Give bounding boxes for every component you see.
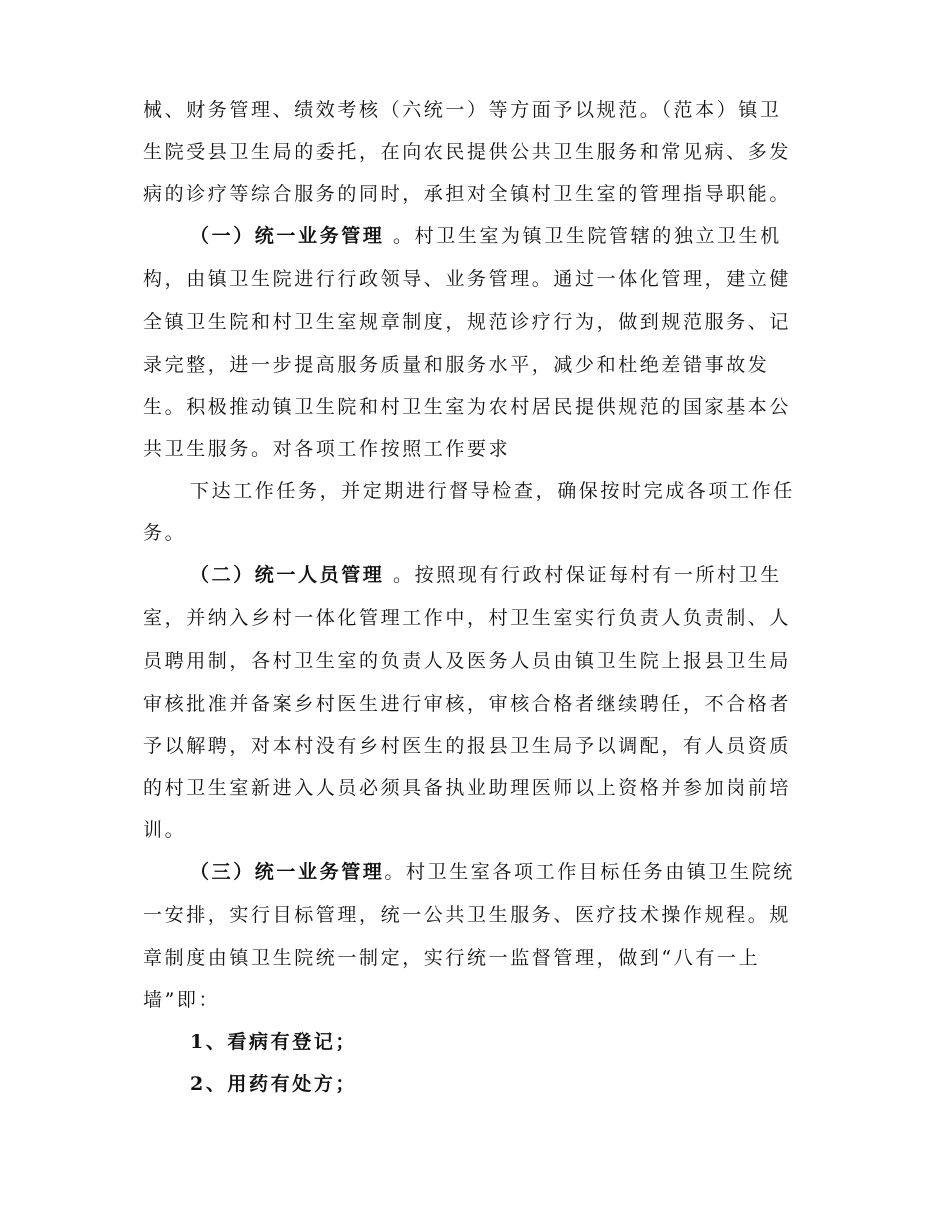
section-heading: （二）统一人员管理 (190, 564, 385, 586)
section-heading-line: （一）统一业务管理 。村卫生室为镇卫生院管辖的独立卫生机 (190, 225, 782, 247)
paragraph-line: 的村卫生室新进入人员必须具备执业助理医师以上资格并参加岗前培 (143, 777, 792, 799)
paragraph-line: 予以解聘，对本村没有乡村医生的报县卫生局予以调配，有人员资质 (143, 735, 792, 757)
paragraph-line: 构，由镇卫生院进行行政领导、业务管理。通过一体化管理，建立健 (143, 268, 792, 290)
paragraph-line: 章制度由镇卫生院统一制定，实行统一监督管理，做到“八有一上 (143, 947, 761, 969)
paragraph-line: 录完整，进一步提高服务质量和服务水平，减少和杜绝差错事故发 (143, 354, 770, 376)
section-heading: （三）统一业务管理 (190, 861, 385, 883)
paragraph-line: 全镇卫生院和村卫生室规章制度，规范诊疗行为，做到规范服务、记 (143, 311, 792, 333)
section-heading-line: （二）统一人员管理 。按照现有行政村保证每村有一所村卫生 (190, 564, 782, 586)
paragraph-line: 务。 (143, 522, 187, 544)
paragraph-line: 共卫生服务。对各项工作按照工作要求 (143, 438, 511, 460)
paragraph-line: 病的诊疗等综合服务的同时，承担对全镇村卫生室的管理指导职能。 (143, 183, 792, 205)
section-heading-line: （三）统一业务管理。村卫生室各项工作目标任务由镇卫生院统 (190, 861, 795, 883)
paragraph-line: 生。积极推动镇卫生院和村卫生室为农村居民提供规范的国家基本公 (143, 396, 792, 418)
paragraph-line: 一安排，实行目标管理，统一公共卫生服务、医疗技术操作规程。规 (143, 904, 792, 926)
list-item: 2、用药有处方； (190, 1073, 358, 1095)
paragraph-line: 员聘用制，各村卫生室的负责人及医务人员由镇卫生院上报县卫生局 (143, 650, 792, 672)
paragraph-line: 下达工作任务，并定期进行督导检查，确保按时完成各项工作任 (190, 480, 795, 502)
section-heading: （一）统一业务管理 (190, 225, 385, 247)
paragraph-line: 审核批准并备案乡村医生进行审核，审核合格者继续聘任，不合格者 (143, 693, 792, 715)
list-item: 1、看病有登记； (190, 1031, 358, 1053)
paragraph-line: 室，并纳入乡村一体化管理工作中，村卫生室实行负责人负责制、人 (143, 607, 792, 629)
paragraph-line: 训。 (143, 819, 187, 841)
paragraph-line: 生院受县卫生局的委托，在向农民提供公共卫生服务和常见病、多发 (143, 141, 792, 163)
paragraph-line: 墙”即： (143, 989, 221, 1011)
paragraph-line: 械、财务管理、绩效考核（六统一）等方面予以规范。（范本）镇卫 (143, 99, 782, 121)
